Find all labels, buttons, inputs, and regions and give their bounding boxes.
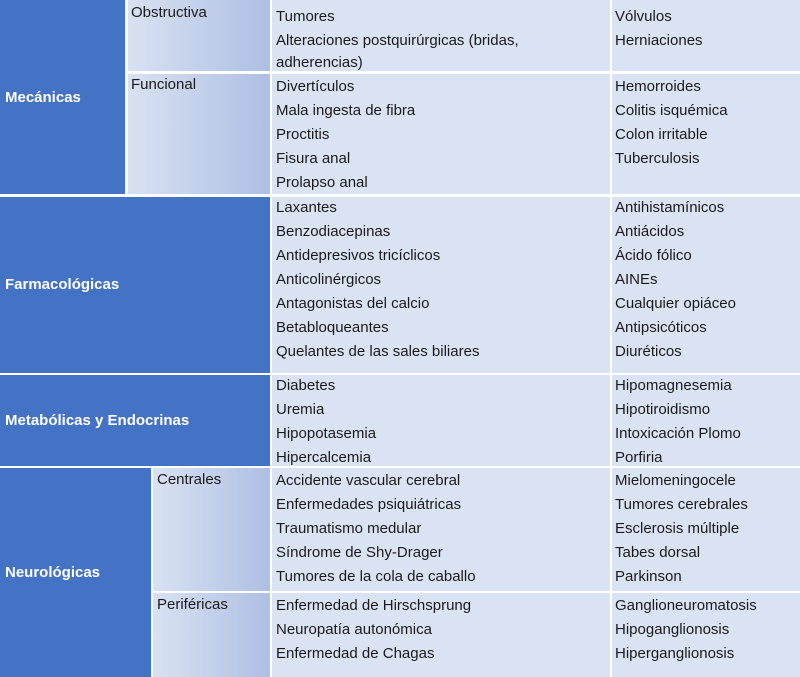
list-item: Tumores cerebrales (615, 496, 748, 513)
list-item: Tabes dorsal (615, 544, 701, 561)
divider (151, 467, 153, 677)
list-item: Herniaciones (615, 32, 703, 49)
list-item: Porfiria (615, 449, 663, 466)
list-item: Enfermedad de Hirschsprung (276, 597, 472, 614)
list-item: Traumatismo medular (276, 520, 422, 537)
divider (610, 0, 612, 677)
list-item: Hemorroides (615, 78, 701, 95)
cause-list-obstructiva (271, 0, 611, 72)
list-item: Antagonistas del calcio (276, 295, 430, 312)
category-farmacologicas (0, 195, 271, 374)
subcategory-label: Funcional (131, 76, 197, 93)
list-item: Divertículos (276, 78, 355, 95)
subcategory-label: Obstructiva (131, 4, 207, 21)
list-item: Neuropatía autonómica (276, 621, 432, 638)
list-item: Alteraciones postquirúrgicas (bridas, (276, 32, 519, 49)
list-item: Antipsicóticos (615, 319, 707, 336)
divider (152, 591, 800, 593)
list-item: Parkinson (615, 568, 682, 585)
list-item: Benzodiacepinas (276, 223, 391, 240)
list-item: Mala ingesta de fibra (276, 102, 416, 119)
list-item: Vólvulos (615, 8, 672, 25)
cause-list-funcional (271, 72, 611, 195)
divider (0, 466, 800, 468)
list-item: Uremia (276, 401, 325, 418)
list-item: Mielomeningocele (615, 472, 736, 489)
cause-list-perifericas-2 (611, 592, 800, 677)
cause-list-metabolicas (271, 374, 611, 467)
divider (0, 194, 800, 197)
list-item: Colon irritable (615, 126, 708, 143)
list-item: Hipopotasemia (276, 425, 377, 442)
category-label: Farmacológicas (5, 276, 120, 293)
list-item: Antidepresivos tricíclicos (276, 247, 441, 264)
list-item: Tuberculosis (615, 150, 700, 167)
cause-list-farmacologicas-2 (611, 195, 800, 374)
list-item: AINEs (615, 271, 658, 288)
list-item: Proctitis (276, 126, 330, 143)
cause-list-centrales (271, 467, 611, 592)
list-item: Ganglioneuromatosis (615, 597, 757, 614)
list-item: Antihistamínicos (615, 199, 725, 216)
list-item: Tumores (276, 8, 335, 25)
list-item: Antiácidos (615, 223, 685, 240)
subcategory-funcional (126, 72, 271, 195)
list-item: Esclerosis múltiple (615, 520, 740, 537)
list-item: Anticolinérgicos (276, 271, 382, 288)
category-label: Metabólicas y Endocrinas (5, 412, 190, 429)
list-item: Enfermedad de Chagas (276, 645, 435, 662)
subcategory-obstructiva (126, 0, 271, 72)
category-metabolicas (0, 374, 271, 467)
cause-list-obstructiva-2 (611, 0, 800, 72)
list-item: Colitis isquémica (615, 102, 728, 119)
list-item: Tumores de la cola de caballo (276, 568, 476, 585)
divider (126, 71, 800, 74)
list-item: Diabetes (276, 377, 336, 394)
list-item: Accidente vascular cerebral (276, 472, 461, 489)
list-item: Hipoganglionosis (615, 621, 730, 638)
list-item: Fisura anal (276, 150, 351, 167)
list-item: Síndrome de Shy-Drager (276, 544, 443, 561)
list-item: Hipomagnesemia (615, 377, 732, 394)
divider (125, 0, 128, 196)
category-label: Mecánicas (5, 89, 81, 106)
list-item: Hiperganglionosis (615, 645, 735, 662)
category-neurologicas (0, 467, 152, 677)
list-item: Prolapso anal (276, 174, 368, 191)
list-item: Laxantes (276, 199, 337, 216)
subcategory-perifericas (152, 592, 271, 677)
list-item: Enfermedades psiquiátricas (276, 496, 462, 513)
list-item: Hipercalcemia (276, 449, 372, 466)
cause-list-funcional-2 (611, 72, 800, 195)
divider (270, 0, 272, 677)
cause-list-farmacologicas (271, 195, 611, 374)
cause-list-metabolicas-2 (611, 374, 800, 467)
subcategory-label: Periféricas (157, 596, 228, 613)
list-item: adherencias) (276, 54, 363, 71)
subcategory-label: Centrales (157, 471, 222, 488)
cause-list-centrales-2 (611, 467, 800, 592)
subcategory-centrales (152, 467, 271, 592)
category-mecanicas (0, 0, 126, 195)
cause-list-perifericas (271, 592, 611, 677)
list-item: Intoxicación Plomo (615, 425, 741, 442)
divider (0, 373, 800, 375)
list-item: Diuréticos (615, 343, 682, 360)
category-label: Neurológicas (5, 563, 101, 581)
list-item: Ácido fólico (615, 247, 692, 264)
list-item: Cualquier opiáceo (615, 295, 736, 312)
list-item: Betabloqueantes (276, 319, 389, 336)
list-item: Quelantes de las sales biliares (276, 343, 480, 360)
list-item: Hipotiroidismo (615, 401, 711, 418)
